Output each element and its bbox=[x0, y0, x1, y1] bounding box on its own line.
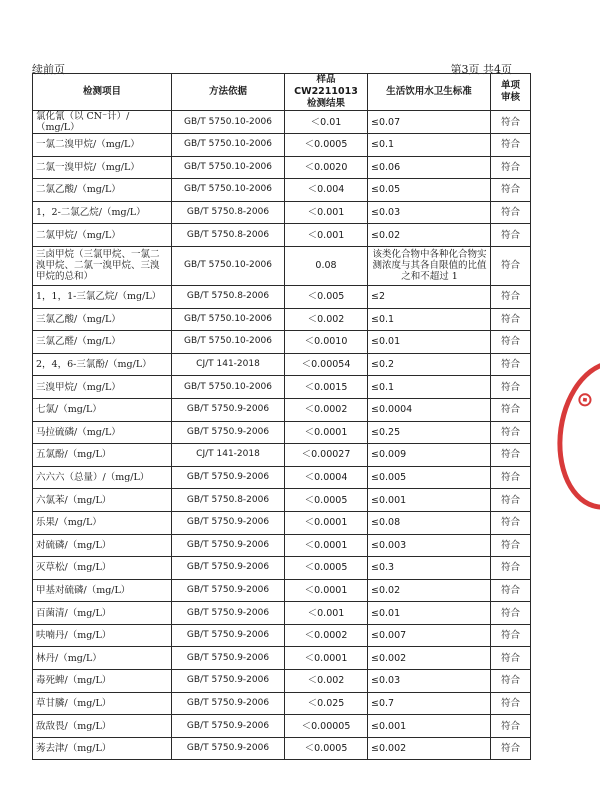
cell-item: 二氯甲烷/（mg/L） bbox=[33, 224, 172, 247]
cell-standard: ≤0.07 bbox=[368, 111, 491, 134]
cell-method: GB/T 5750.9-2006 bbox=[172, 602, 285, 625]
cell-item: 1，1，1-三氯乙烷/（mg/L） bbox=[33, 285, 172, 308]
cell-item: 七氯/（mg/L） bbox=[33, 398, 172, 421]
cell-item: 呋喃丹/（mg/L） bbox=[33, 624, 172, 647]
cell-result: ＜0.00054 bbox=[285, 353, 368, 376]
cell-standard: ≤0.1 bbox=[368, 134, 491, 157]
cell-verdict: 符合 bbox=[491, 308, 531, 331]
table-row bbox=[33, 534, 531, 557]
table-row bbox=[33, 179, 531, 202]
cell-result: ＜0.0002 bbox=[285, 398, 368, 421]
table-row bbox=[33, 602, 531, 625]
inspection-seal bbox=[548, 354, 600, 516]
cell-method: GB/T 5750.9-2006 bbox=[172, 647, 285, 670]
cell-method: GB/T 5750.10-2006 bbox=[172, 246, 285, 285]
cell-verdict: 符合 bbox=[491, 134, 531, 157]
cell-standard: ≤0.3 bbox=[368, 557, 491, 580]
cell-item: 五氯酚/（mg/L） bbox=[33, 444, 172, 467]
cell-verdict: 符合 bbox=[491, 353, 531, 376]
cell-verdict: 符合 bbox=[491, 111, 531, 134]
cell-result: ＜0.001 bbox=[285, 602, 368, 625]
table-row bbox=[33, 579, 531, 602]
cell-item: 草甘膦/（mg/L） bbox=[33, 692, 172, 715]
cell-result: ＜0.0001 bbox=[285, 511, 368, 534]
cell-method: GB/T 5750.9-2006 bbox=[172, 579, 285, 602]
cell-standard: ≤0.06 bbox=[368, 156, 491, 179]
cell-method: GB/T 5750.10-2006 bbox=[172, 134, 285, 157]
cell-item: 一氯二溴甲烷/（mg/L） bbox=[33, 134, 172, 157]
table-row bbox=[33, 331, 531, 354]
cell-verdict: 符合 bbox=[491, 534, 531, 557]
cell-result: ＜0.002 bbox=[285, 308, 368, 331]
cell-method: GB/T 5750.9-2006 bbox=[172, 692, 285, 715]
cell-result: ＜0.025 bbox=[285, 692, 368, 715]
cell-verdict: 符合 bbox=[491, 715, 531, 738]
header-verdict-line1: 单项 bbox=[500, 80, 520, 91]
cell-standard: ≤0.003 bbox=[368, 534, 491, 557]
table-row bbox=[33, 692, 531, 715]
table-row bbox=[33, 624, 531, 647]
cell-verdict: 符合 bbox=[491, 511, 531, 534]
cell-standard: ≤0.03 bbox=[368, 201, 491, 224]
cell-verdict: 符合 bbox=[491, 444, 531, 467]
test-results-table bbox=[32, 73, 531, 760]
cell-item: 敌敌畏/（mg/L） bbox=[33, 715, 172, 738]
table-row bbox=[33, 489, 531, 512]
cell-method: GB/T 5750.10-2006 bbox=[172, 156, 285, 179]
cell-verdict: 符合 bbox=[491, 331, 531, 354]
cell-method: GB/T 5750.8-2006 bbox=[172, 285, 285, 308]
cell-method: GB/T 5750.10-2006 bbox=[172, 111, 285, 134]
table-row bbox=[33, 398, 531, 421]
cell-result: ＜0.0005 bbox=[285, 557, 368, 580]
cell-standard: ≤0.01 bbox=[368, 331, 491, 354]
header-method: 方法依据 bbox=[172, 74, 285, 111]
cell-result: ＜0.01 bbox=[285, 111, 368, 134]
cell-item: 毒死蜱/（mg/L） bbox=[33, 670, 172, 693]
cell-result: ＜0.002 bbox=[285, 670, 368, 693]
cell-result: ＜0.00005 bbox=[285, 715, 368, 738]
cell-item: 三溴甲烷/（mg/L） bbox=[33, 376, 172, 399]
cell-verdict: 符合 bbox=[491, 285, 531, 308]
cell-verdict: 符合 bbox=[491, 201, 531, 224]
table-row bbox=[33, 201, 531, 224]
cell-verdict: 符合 bbox=[491, 602, 531, 625]
cell-standard: ≤0.7 bbox=[368, 692, 491, 715]
cell-item: 六氯苯/（mg/L） bbox=[33, 489, 172, 512]
cell-item: 莠去津/（mg/L） bbox=[33, 737, 172, 760]
cell-result: 0.08 bbox=[285, 246, 368, 285]
cell-standard: ≤0.25 bbox=[368, 421, 491, 444]
cell-standard: ≤0.08 bbox=[368, 511, 491, 534]
cell-item: 甲基对硫磷/（mg/L） bbox=[33, 579, 172, 602]
table-row bbox=[33, 376, 531, 399]
cell-standard: ≤0.01 bbox=[368, 602, 491, 625]
cell-method: CJ/T 141-2018 bbox=[172, 444, 285, 467]
cell-verdict: 符合 bbox=[491, 246, 531, 285]
cell-item: 三氯乙酸/（mg/L） bbox=[33, 308, 172, 331]
cell-result: ＜0.001 bbox=[285, 224, 368, 247]
table-row bbox=[33, 511, 531, 534]
cell-verdict: 符合 bbox=[491, 579, 531, 602]
cell-method: GB/T 5750.10-2006 bbox=[172, 376, 285, 399]
table-row bbox=[33, 715, 531, 738]
cell-result: ＜0.0020 bbox=[285, 156, 368, 179]
cell-item: 氯化氰（以 CN⁻计）/（mg/L） bbox=[33, 111, 172, 134]
cell-standard: ≤0.1 bbox=[368, 376, 491, 399]
cell-method: GB/T 5750.10-2006 bbox=[172, 179, 285, 202]
table-row bbox=[33, 156, 531, 179]
cell-standard: ≤0.2 bbox=[368, 353, 491, 376]
cell-result: ＜0.0001 bbox=[285, 421, 368, 444]
table-row bbox=[33, 466, 531, 489]
cell-item: 灭草松/（mg/L） bbox=[33, 557, 172, 580]
cell-standard: ≤0.1 bbox=[368, 308, 491, 331]
header-verdict bbox=[491, 74, 531, 111]
cell-item: 三卤甲烷（三氯甲烷、一氯二溴甲烷、二氯一溴甲烷、三溴甲烷的总和） bbox=[33, 246, 172, 285]
header-verdict-line2: 审核 bbox=[500, 92, 520, 103]
cell-standard: ≤0.02 bbox=[368, 224, 491, 247]
cell-standard: ≤0.02 bbox=[368, 579, 491, 602]
cell-result: ＜0.005 bbox=[285, 285, 368, 308]
cell-item: 2，4，6-三氯酚/（mg/L） bbox=[33, 353, 172, 376]
cell-standard: ≤0.03 bbox=[368, 670, 491, 693]
cell-result: ＜0.0004 bbox=[285, 466, 368, 489]
cell-result: ＜0.0001 bbox=[285, 579, 368, 602]
table-row bbox=[33, 444, 531, 467]
cell-item: 林丹/（mg/L） bbox=[33, 647, 172, 670]
cell-result: ＜0.0015 bbox=[285, 376, 368, 399]
table-row bbox=[33, 421, 531, 444]
table-row bbox=[33, 737, 531, 760]
cell-item: 1，2-二氯乙烷/（mg/L） bbox=[33, 201, 172, 224]
cell-result: ＜0.0001 bbox=[285, 647, 368, 670]
cell-method: GB/T 5750.9-2006 bbox=[172, 398, 285, 421]
cell-method: GB/T 5750.9-2006 bbox=[172, 534, 285, 557]
cell-method: GB/T 5750.8-2006 bbox=[172, 489, 285, 512]
cell-method: GB/T 5750.9-2006 bbox=[172, 421, 285, 444]
cell-standard: ≤0.05 bbox=[368, 179, 491, 202]
table-row bbox=[33, 224, 531, 247]
cell-method: GB/T 5750.9-2006 bbox=[172, 466, 285, 489]
cell-method: CJ/T 141-2018 bbox=[172, 353, 285, 376]
cell-method: GB/T 5750.9-2006 bbox=[172, 737, 285, 760]
cell-method: GB/T 5750.9-2006 bbox=[172, 557, 285, 580]
table-row bbox=[33, 557, 531, 580]
cell-method: GB/T 5750.9-2006 bbox=[172, 624, 285, 647]
cell-result: ＜0.0005 bbox=[285, 489, 368, 512]
cell-verdict: 符合 bbox=[491, 557, 531, 580]
table-row bbox=[33, 134, 531, 157]
cell-verdict: 符合 bbox=[491, 179, 531, 202]
header-standard: 生活饮用水卫生标准 bbox=[368, 74, 491, 111]
table-body bbox=[33, 111, 531, 760]
cell-standard: 该类化合物中各种化合物实测浓度与其各自限值的比值之和不超过 1 bbox=[368, 246, 491, 285]
cell-verdict: 符合 bbox=[491, 398, 531, 421]
page-number: 第3页 共4页 bbox=[450, 63, 512, 76]
cell-method: GB/T 5750.9-2006 bbox=[172, 670, 285, 693]
header-item: 检测项目 bbox=[33, 74, 172, 111]
table-row bbox=[33, 353, 531, 376]
header-result bbox=[285, 74, 368, 111]
cell-method: GB/T 5750.8-2006 bbox=[172, 201, 285, 224]
cell-verdict: 符合 bbox=[491, 489, 531, 512]
cell-method: GB/T 5750.9-2006 bbox=[172, 511, 285, 534]
header-result-line2: 检测结果 bbox=[306, 98, 345, 109]
cell-result: ＜0.0005 bbox=[285, 134, 368, 157]
cell-verdict: 符合 bbox=[491, 376, 531, 399]
cell-verdict: 符合 bbox=[491, 670, 531, 693]
table-row bbox=[33, 111, 531, 134]
cell-verdict: 符合 bbox=[491, 156, 531, 179]
cell-method: GB/T 5750.9-2006 bbox=[172, 715, 285, 738]
cell-verdict: 符合 bbox=[491, 466, 531, 489]
cell-verdict: 符合 bbox=[491, 692, 531, 715]
cell-standard: ≤0.009 bbox=[368, 444, 491, 467]
table-row bbox=[33, 670, 531, 693]
cell-method: GB/T 5750.8-2006 bbox=[172, 224, 285, 247]
cell-standard: ≤0.005 bbox=[368, 466, 491, 489]
cell-item: 乐果/（mg/L） bbox=[33, 511, 172, 534]
table-row bbox=[33, 308, 531, 331]
cell-result: ＜0.0010 bbox=[285, 331, 368, 354]
cell-item: 对硫磷/（mg/L） bbox=[33, 534, 172, 557]
table-row bbox=[33, 246, 531, 285]
cell-verdict: 符合 bbox=[491, 647, 531, 670]
cell-standard: ≤2 bbox=[368, 285, 491, 308]
cell-result: ＜0.0001 bbox=[285, 534, 368, 557]
cell-result: ＜0.004 bbox=[285, 179, 368, 202]
cell-result: ＜0.001 bbox=[285, 201, 368, 224]
cell-standard: ≤0.001 bbox=[368, 715, 491, 738]
cell-method: GB/T 5750.10-2006 bbox=[172, 331, 285, 354]
cell-item: 三氯乙醛/（mg/L） bbox=[33, 331, 172, 354]
cell-item: 马拉硫磷/（mg/L） bbox=[33, 421, 172, 444]
cell-item: 二氯一溴甲烷/（mg/L） bbox=[33, 156, 172, 179]
continued-label: 续前页 bbox=[32, 63, 65, 76]
cell-standard: ≤0.002 bbox=[368, 647, 491, 670]
seal-mark: ⊙ bbox=[572, 389, 599, 410]
cell-verdict: 符合 bbox=[491, 624, 531, 647]
cell-verdict: 符合 bbox=[491, 224, 531, 247]
cell-result: ＜0.0002 bbox=[285, 624, 368, 647]
table-row bbox=[33, 285, 531, 308]
cell-standard: ≤0.007 bbox=[368, 624, 491, 647]
cell-standard: ≤0.0004 bbox=[368, 398, 491, 421]
cell-item: 六六六（总量）/（mg/L） bbox=[33, 466, 172, 489]
header-result-line1: 样品 CW2211013 bbox=[294, 74, 358, 97]
cell-result: ＜0.00027 bbox=[285, 444, 368, 467]
cell-standard: ≤0.002 bbox=[368, 737, 491, 760]
cell-verdict: 符合 bbox=[491, 737, 531, 760]
cell-result: ＜0.0005 bbox=[285, 737, 368, 760]
cell-verdict: 符合 bbox=[491, 421, 531, 444]
table-row bbox=[33, 647, 531, 670]
cell-item: 百菌清/（mg/L） bbox=[33, 602, 172, 625]
table-header-row bbox=[33, 74, 531, 111]
cell-item: 二氯乙酸/（mg/L） bbox=[33, 179, 172, 202]
cell-standard: ≤0.001 bbox=[368, 489, 491, 512]
cell-method: GB/T 5750.10-2006 bbox=[172, 308, 285, 331]
